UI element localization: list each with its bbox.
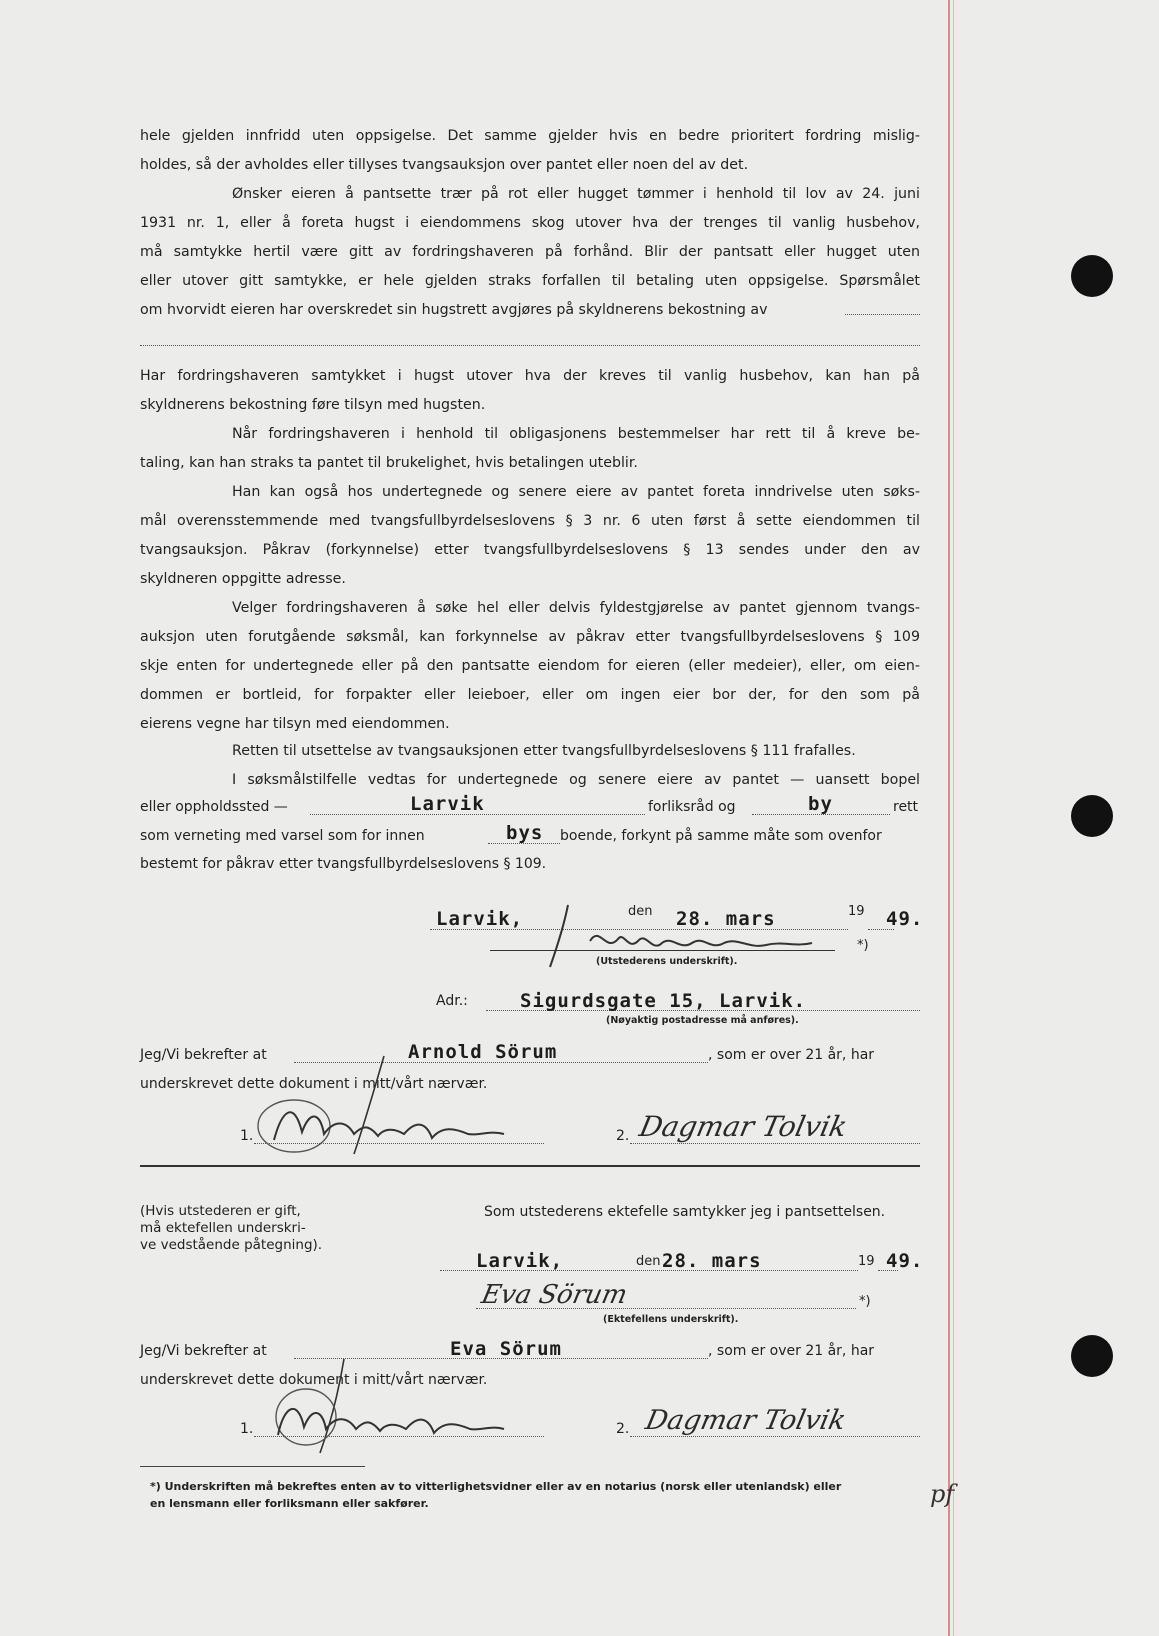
witness2-line2: underskrevet dette dokument i mitt/vårt nærvær. <box>140 1372 488 1388</box>
witness2-lead: Jeg/Vi bekrefter at <box>140 1343 267 1359</box>
punch-hole-middle <box>1071 795 1113 837</box>
text-line: Velger fordringshaveren å søke hel eller delvis fyldestgjørelse av pantet gjennom tvangs- <box>232 600 920 616</box>
text-line: Retten til utsettelse av tvangsauksjonen etter tvangsfullbyrdelseslovens § 111 frafalles. <box>232 743 856 759</box>
margin-rule <box>948 0 950 1636</box>
fill-in-line <box>140 345 920 346</box>
footnote-line: *) Underskriften må bekreftes enten av to vitterlighetsvidner eller av en notarius (norsk eller utenlandsk) eller <box>150 1480 842 1493</box>
text-line: auksjon uten forutgående søksmål, kan forkynnelse av påkrav etter tvangsfullbyrdelseslovens § 109 <box>140 629 920 645</box>
venue-court: by <box>808 793 833 815</box>
issuer-address: Sigurdsgate 15, Larvik. <box>520 990 807 1012</box>
venue-line2-prefix: som verneting med varsel som for innen <box>140 828 425 844</box>
paragraph-2 <box>140 180 920 325</box>
witness2-number-1: 1. <box>240 1421 254 1437</box>
footnote-rule <box>140 1466 365 1467</box>
text-line: skyldneren oppgitte adresse. <box>140 571 346 587</box>
text-line: Har fordringshaveren samtykket i hugst utover hva der kreves til vanlig husbehov, kan han på <box>140 368 920 384</box>
text-line: 1931 nr. 1, eller å foreta hugst i eiendommens skog utover hva der trenges til vanlig husbehov, <box>140 215 920 231</box>
witness2-name: Eva Sörum <box>450 1338 562 1360</box>
venue-line3: bestemt for påkrav etter tvangsfullbyrdelseslovens § 109. <box>140 856 547 872</box>
side-note-line: må ektefellen underskri- <box>140 1220 306 1236</box>
paragraph-1 <box>140 122 920 180</box>
margin-rule-inner <box>953 0 954 1636</box>
paragraph-4 <box>140 420 920 478</box>
venue-mid: forliksråd og <box>648 799 736 815</box>
section-divider <box>140 1165 920 1167</box>
witness2-number-2: 2. <box>616 1421 630 1437</box>
footnote <box>150 1478 841 1512</box>
issuer-date: 28. mars <box>676 908 776 930</box>
witness1-number-1: 1. <box>240 1128 254 1144</box>
address-label: Adr.: <box>436 993 468 1009</box>
venue-line2-suffix: boende, forkynt på samme måte som ovenfor <box>560 828 882 844</box>
text-line: holdes, så der avholdes eller tillyses tvangsauksjon over pantet eller noen del av det. <box>140 157 749 173</box>
text-line: skje enten for undertegnede eller på den pantsatte eiendom for eieren (eller medeier), eller, om eien- <box>140 658 920 674</box>
text-line: I søksmålstilfelle vedtas for undertegnede og senere eiere av pantet — uansett bopel <box>232 772 920 788</box>
address-caption: (Nøyaktig postadresse må anføres). <box>606 1015 799 1026</box>
text-line: mål overensstemmende med tvangsfullbyrdelseslovens § 3 nr. 6 uten først å sette eiendommen til <box>140 513 920 529</box>
issuer-sig-closer: *) <box>857 938 869 953</box>
witness1-line2: underskrevet dette dokument i mitt/vårt nærvær. <box>140 1076 488 1092</box>
punch-hole-top <box>1071 255 1113 297</box>
text-line: skyldnerens bekostning føre tilsyn med hugsten. <box>140 397 486 413</box>
text-line: eller utover gitt samtykke, er hele gjelden straks forfallen til betaling uten oppsigelse. Spørsmålet <box>140 273 920 289</box>
issuer-place: Larvik, <box>436 908 524 930</box>
text-line: eierens vegne har tilsyn med eiendommen. <box>140 716 450 732</box>
spouse-sig-caption: (Ektefellens underskrift). <box>603 1314 739 1325</box>
fill-in-line <box>476 1308 856 1309</box>
text-line: hele gjelden innfridd uten oppsigelse. Det samme gjelder hvis en bedre prioritert fordring mislig- <box>140 128 920 144</box>
text-line: Når fordringshaveren i henhold til obligasjonens bestemmelser har rett til å kreve be- <box>232 426 920 442</box>
fill-in-line <box>630 1436 920 1437</box>
witness2-tail: , som er over 21 år, har <box>708 1343 875 1359</box>
witness1-signature-1 <box>254 1050 554 1160</box>
text-line: om hvorvidt eieren har overskredet sin hugstrett avgjøres på skyldnerens bekostning av <box>140 302 768 318</box>
witness2-signature-2: Dagmar Tolvik <box>642 1405 849 1436</box>
paragraph-3 <box>140 362 920 420</box>
venue-line2-typed: bys <box>506 822 544 844</box>
paragraph-6 <box>140 594 920 739</box>
fill-in-line <box>440 1270 858 1271</box>
text-line: taling, kan han straks ta pantet til brukelighet, hvis betalingen uteblir. <box>140 455 638 471</box>
side-note-line: ve vedstående påtegning). <box>140 1237 323 1253</box>
paragraph-8 <box>140 766 920 795</box>
margin-initials: pf <box>930 1480 955 1508</box>
fill-in-line <box>630 1143 920 1144</box>
punch-hole-bottom <box>1071 1335 1113 1377</box>
text-line: må samtykke hertil være gitt av fordringshaveren på forhånd. Blir der pantsatt eller hugget uten <box>140 244 920 260</box>
witness1-number-2: 2. <box>616 1128 630 1144</box>
footnote-line: en lensmann eller forliksmann eller sakfører. <box>150 1497 429 1510</box>
witness1-tail: , som er over 21 år, har <box>708 1047 875 1063</box>
witness1-name: Arnold Sörum <box>408 1041 558 1063</box>
witness1-lead: Jeg/Vi bekrefter at <box>140 1047 267 1063</box>
text-line: tvangsauksjon. Påkrav (forkynnelse) etter tvangsfullbyrdelseslovens § 13 sendes under den av <box>140 542 920 558</box>
side-note-line: (Hvis utstederen er gift, <box>140 1203 301 1219</box>
witness1-signature-2: Dagmar Tolvik <box>636 1110 851 1143</box>
witness2-signature-1 <box>254 1355 554 1455</box>
spouse-date: 28. mars <box>662 1250 762 1272</box>
spouse-den: den <box>636 1254 661 1269</box>
venue-prefix: eller oppholdssted — <box>140 799 288 815</box>
venue-place: Larvik <box>410 793 485 815</box>
issuer-sig-caption: (Utstederens underskrift). <box>596 956 738 967</box>
spouse-sig-closer: *) <box>859 1294 871 1309</box>
issuer-year: 49. <box>886 908 924 930</box>
text-line: Han kan også hos undertegnede og senere eiere av pantet foreta inndrivelse uten søks- <box>232 484 920 500</box>
spouse-century: 19 <box>858 1254 875 1269</box>
issuer-century: 19 <box>848 904 865 919</box>
issuer-den: den <box>628 904 653 919</box>
issuer-signature-line <box>490 950 835 951</box>
paragraph-7 <box>140 737 920 766</box>
paragraph-5 <box>140 478 920 594</box>
spouse-consent: Som utstederens ektefelle samtykker jeg i pantsettelsen. <box>484 1204 886 1220</box>
fill-in-line <box>845 314 920 315</box>
spouse-side-note <box>140 1203 322 1254</box>
text-line: Ønsker eieren å pantsette trær på rot eller hugget tømmer i henhold til lov av 24. juni <box>232 186 920 202</box>
text-line: dommen er bortleid, for forpakter eller leieboer, eller om ingen eier bor der, for den som på <box>140 687 920 703</box>
spouse-place: Larvik, <box>476 1250 564 1272</box>
spouse-signature: Eva Sörum <box>478 1280 630 1310</box>
spouse-year: 49. <box>886 1250 924 1272</box>
venue-suffix: rett <box>893 799 919 815</box>
